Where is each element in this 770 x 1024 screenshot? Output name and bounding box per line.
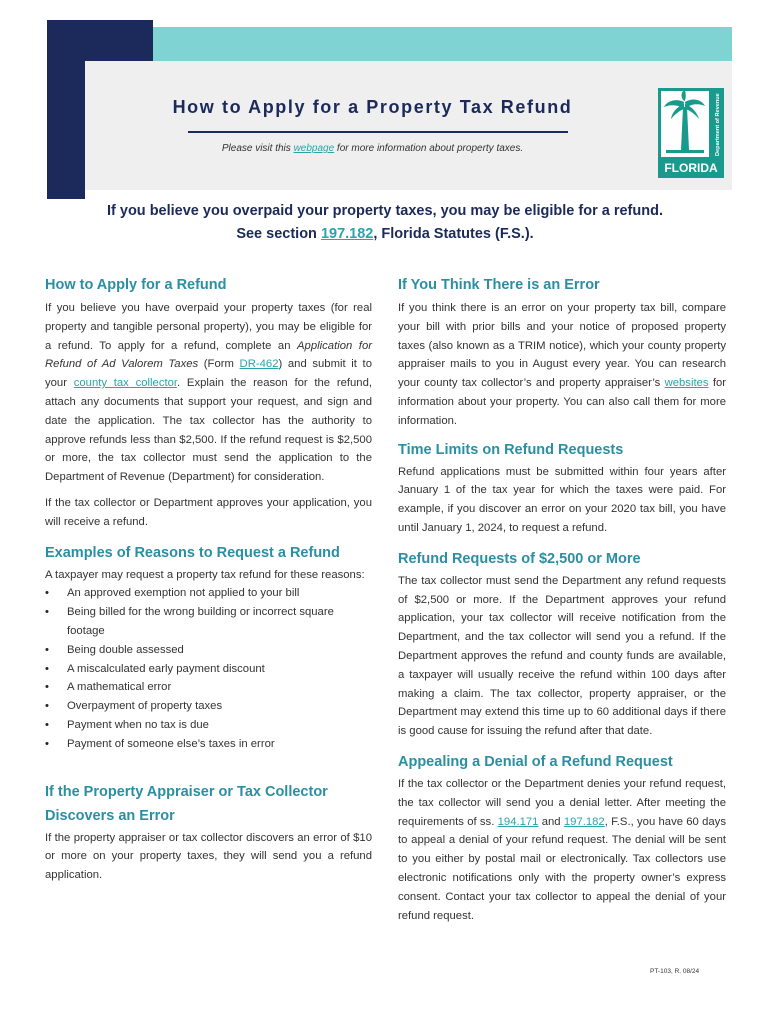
right-column — [398, 274, 726, 925]
reasons-list — [45, 584, 372, 753]
appeal-text-a: If the tax collector or the Department denies your refund request, the tax collector will send you a denial letter. After meeting the requirements of ss. — [398, 777, 726, 828]
appeal-text-b: , F.S., you have 60 days to appeal a denial of your refund request. The denial will be sent to you either by postal mail or electronically. Tax collectors use electronic notifications only with the property owner’s express consent. Contact your tax collector to appeal the denial of your refund request. — [398, 815, 726, 922]
logo-dept-text: Department of Revenue — [715, 93, 721, 156]
appeal-text-and: and — [538, 815, 564, 828]
apply-heading: How to Apply for a Refund — [45, 277, 227, 293]
header-navy-side-bar — [47, 62, 85, 199]
error-text-b: for information about your property. You can also call them for more information. — [398, 377, 727, 427]
visit-webpage-note — [110, 143, 635, 154]
list-item: • Overpayment of property taxes — [45, 697, 372, 716]
error-paragraph — [398, 299, 726, 431]
dr-462-link[interactable]: DR-462 — [239, 358, 279, 371]
discovers-paragraph: If the property appraiser or tax collector discovers an error of $10 or more on your property taxes, they will send you a refund application. — [45, 831, 372, 882]
reasons-heading: Examples of Reasons to Request a Refund — [45, 544, 340, 561]
county-tax-collector-link[interactable]: county tax collector — [73, 377, 178, 390]
intro-line-1: If you believe you overpaid your property taxes, you may be eligible for a refund. — [107, 203, 663, 219]
list-item: • Being double assessed — [45, 641, 372, 660]
list-item: • A miscalculated early payment discount — [45, 660, 372, 679]
florida-dor-logo — [658, 88, 724, 178]
statute-194-171-link[interactable]: 194.171 — [497, 815, 539, 828]
visit-text-post: for more information about property taxes. — [334, 143, 524, 154]
list-item: • A mathematical error — [45, 678, 372, 697]
statute-197-182-link[interactable]: 197.182 — [320, 226, 374, 242]
list-item: • Payment of someone else’s taxes in error — [45, 735, 372, 754]
list-item: • An approved exemption not applied to your bill — [45, 584, 372, 603]
header-panel — [85, 61, 732, 190]
application-form-title: Application for Refund of Ad Valorem Taxes — [45, 339, 372, 371]
large-refund-paragraph: The tax collector must send the Department any refund requests of $2,500 or more. If the Department approves your refund application, your tax collector will receive notification from the Department, and the tax collector will send you a refund. If the Department approves the refund and county funds are available, a taxpayer will usually receive the refund within 100 days after making a claim. The tax collector, property appraiser, or the Department may extend this time up to 60 additional days if there is good cause for issuing the refund after that date. — [398, 574, 726, 738]
intro-line-2 — [40, 223, 730, 246]
large-refund-heading: Refund Requests of $2,500 or More — [398, 550, 641, 567]
list-item: • Payment when no tax is due — [45, 716, 372, 735]
document-title: How to Apply for a Property Tax Refund — [172, 97, 573, 117]
header-navy-block — [47, 20, 153, 62]
time-limits-paragraph: Refund applications must be submitted within four years after January 1 of the tax year for which the taxes were paid. For example, if you discover an error on your 2020 tax bill, you have until January 1, 2024, to request a refund. — [398, 465, 726, 534]
appeal-heading: Appealing a Denial of a Refund Request — [398, 753, 673, 770]
apply-text-c: ) and submit it to your — [45, 358, 372, 390]
time-limits-heading: Time Limits on Refund Requests — [398, 441, 624, 458]
websites-link[interactable]: websites — [664, 377, 709, 390]
apply-paragraph — [45, 299, 372, 487]
visit-text-pre: Please visit this — [221, 143, 294, 154]
discovers-heading-line-2: Discovers an Error — [45, 807, 175, 824]
error-heading: If You Think There is an Error — [398, 277, 600, 293]
apply-text-a: If you believe you have overpaid your property taxes (for real property and tangible personal property), you may be eligible for a refund. To apply for a refund, complete an — [45, 302, 372, 352]
intro-callout — [40, 200, 730, 246]
list-item: • Being billed for the wrong building or incorrect square footage — [45, 603, 372, 641]
approval-paragraph: If the tax collector or Department approves your application, you will receive a refund. — [45, 496, 372, 528]
header-teal-band — [85, 27, 732, 61]
statute-197-182-link-2[interactable]: 197.182 — [563, 815, 605, 828]
discovers-heading — [45, 780, 372, 828]
appeal-paragraph — [398, 775, 726, 925]
intro-line-2-post: , Florida Statutes (F.S.). — [373, 226, 534, 242]
reasons-intro: A taxpayer may request a property tax refund for these reasons: — [45, 568, 365, 581]
apply-text-d: . Explain the reason for the refund, attach any documents that support your request, and sign and date the application. The tax collector has the authority to approve refunds less than $2,500. If the refund request is $2,500 or more, the tax collector must send the application to the Department of Revenue (Department) for consideration. — [45, 377, 373, 484]
apply-text-b: (Form — [198, 358, 240, 371]
webpage-link[interactable]: webpage — [293, 143, 335, 154]
intro-line-2-pre: See section — [236, 226, 321, 242]
form-revision-code: PT-103, R. 08/24 — [650, 968, 700, 975]
logo-florida-text: FLORIDA — [664, 161, 718, 175]
title-divider — [188, 131, 568, 133]
error-text-a: If you think there is an error on your property tax bill, compare your bill with prior bills and your notice of proposed property taxes (also known as a TRIM notice), which your county property appraiser mails to you in August every year. You can research your county tax collector’s and property appraiser’s — [398, 302, 726, 390]
discovers-heading-line-1: If the Property Appraiser or Tax Collector — [45, 783, 328, 800]
left-column — [45, 274, 372, 885]
